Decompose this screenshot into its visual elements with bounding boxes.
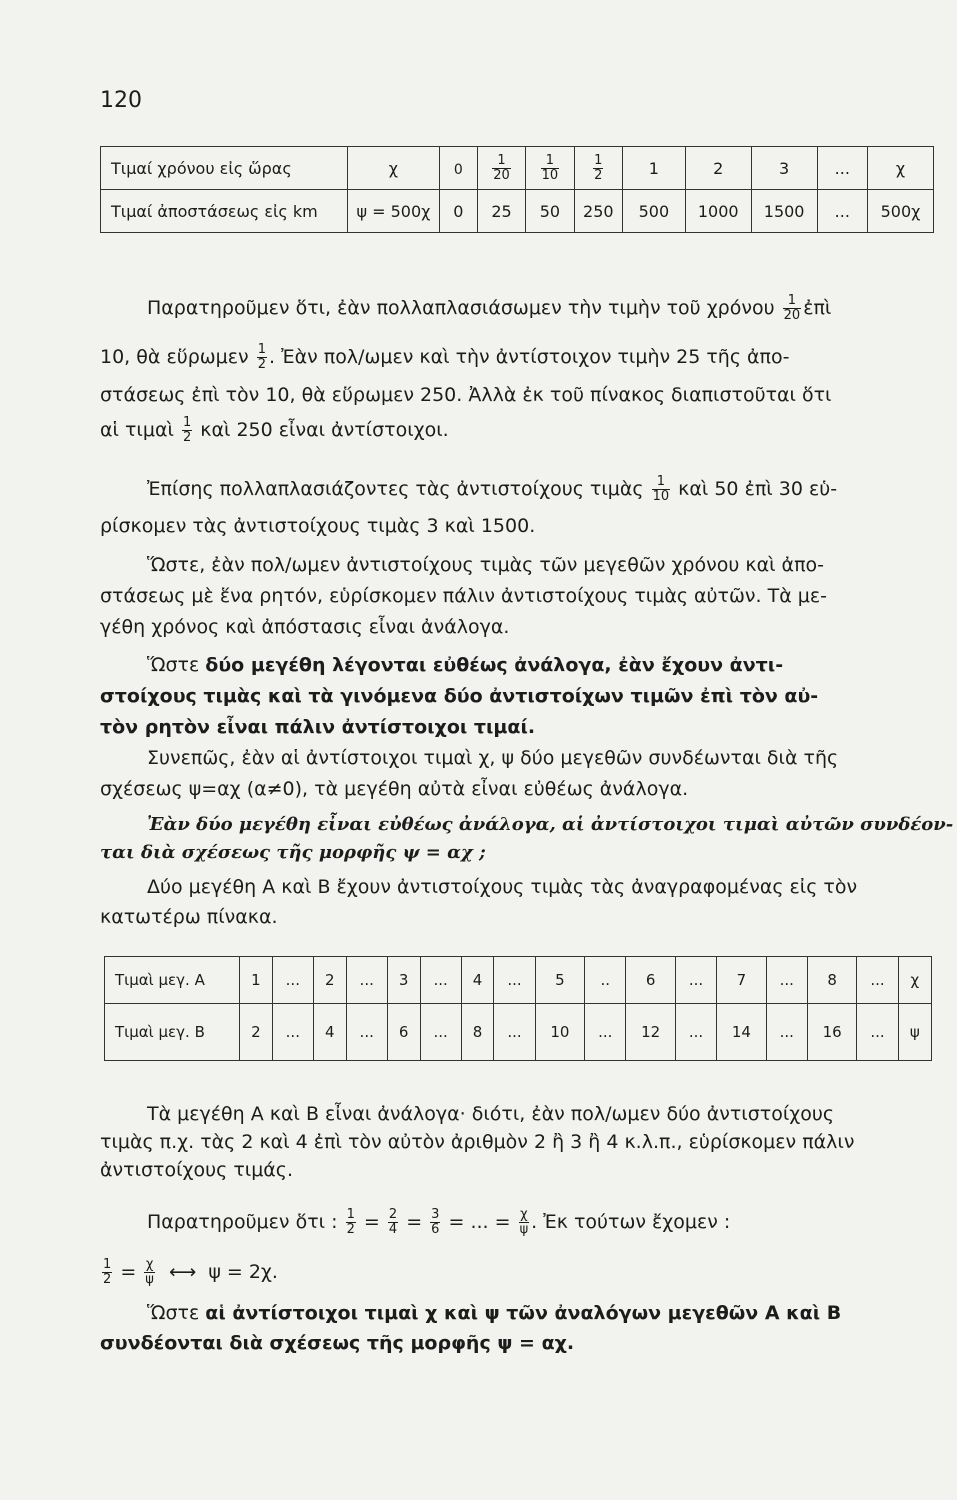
- table-cell: 6: [626, 957, 676, 1004]
- table-cell: 1000: [685, 190, 751, 233]
- table-cell: ...: [675, 957, 716, 1004]
- table-cell: 8: [461, 1004, 494, 1061]
- table-cell: ψ = 500χ: [348, 190, 440, 233]
- table-cell: ...: [585, 1004, 626, 1061]
- fraction: $\frac{1}{20}$: [783, 293, 801, 323]
- table-cell: χ: [898, 957, 931, 1004]
- text-line: ρίσκομεν τὰς ἀντιστοίχους τιμὰς 3 καὶ 1500.: [100, 515, 536, 537]
- table-cell: ...: [272, 1004, 313, 1061]
- table-cell: ψ: [898, 1004, 931, 1061]
- table-cell: 2: [685, 147, 751, 190]
- page-number: 120: [100, 88, 142, 113]
- fraction: $\frac{1}{2}$: [182, 415, 192, 445]
- table-cell: 3: [751, 147, 817, 190]
- table-cell: χ: [868, 147, 934, 190]
- table-cell: 2: [313, 957, 346, 1004]
- table-cell: 0: [439, 147, 477, 190]
- table-cell: ...: [675, 1004, 716, 1061]
- text-line: Δύο μεγέθη Α καὶ Β ἔχουν ἀντιστοίχους τιμὰς τὰς ἀναγραφομένας εἰς τὸν: [147, 876, 858, 898]
- text-line: γέθη χρόνος καὶ ἀπόστασις εἶναι ἀνάλογα.: [100, 616, 510, 638]
- fraction: $\frac{3}{6}$: [431, 1207, 440, 1237]
- text-line: Ὥστε δύο μεγέθη λέγονται εὐθέως ἀνάλογα, ἐὰν ἔχουν ἀντι-: [147, 654, 784, 676]
- table-cell: 7: [717, 957, 767, 1004]
- table-cell: 8: [807, 957, 857, 1004]
- text-line: τιμὰς π.χ. τὰς 2 καὶ 4 ἐπὶ τὸν αὐτὸν ἀριθμὸν 2 ἢ 3 ἢ 4 κ.λ.π., εὑρίσκομεν πάλιν: [100, 1131, 855, 1153]
- table-cell: 6: [387, 1004, 420, 1061]
- table-cell: 1: [623, 147, 686, 190]
- table-row-label: Τιμαί χρόνου εἰς ὥρας: [101, 147, 348, 190]
- fraction: $\frac{2}{4}$: [388, 1207, 398, 1237]
- fraction: $\frac{1}{2}$: [103, 1257, 112, 1287]
- table-cell: ...: [766, 1004, 807, 1061]
- table-row-label: Τιμαὶ μεγ. Α: [105, 957, 240, 1004]
- time-distance-table: [100, 146, 934, 233]
- table-cell: 3: [387, 957, 420, 1004]
- text-line: 10, θὰ εὕρωμεν $\frac{1}{2}$ . Ἐὰν πολ/ωμεν καὶ τὴν ἀντίστοιχον τιμὴν 25 τῆς ἀπο-: [100, 342, 790, 372]
- table-cell: 4: [461, 957, 494, 1004]
- table-cell: 500: [623, 190, 686, 233]
- table-row-label: Τιμαὶ μεγ. Β: [105, 1004, 240, 1061]
- table-row: [101, 147, 934, 190]
- table-cell: $\frac{1}{10}$: [526, 147, 574, 190]
- table-cell: ...: [857, 957, 898, 1004]
- fraction: $\frac{1}{10}$: [652, 474, 670, 504]
- table-cell: χ: [348, 147, 440, 190]
- table-cell: ...: [346, 957, 387, 1004]
- table-cell: $\frac{1}{2}$: [574, 147, 622, 190]
- table-cell: ...: [346, 1004, 387, 1061]
- table-cell: ...: [817, 147, 867, 190]
- table-cell: ..: [585, 957, 626, 1004]
- text-line: Ἐπίσης πολλαπλασιάζοντες τὰς ἀντιστοίχους τιμὰς $\frac{1}{10}$ καὶ 50 ἐπὶ 30 εὑ-: [147, 474, 838, 504]
- text-line: Παρατηροῦμεν ὅτι, ἐὰν πολλαπλασιάσωμεν τὴν τιμὴν τοῦ χρόνου $\frac{1}{20}$ ἐπὶ: [147, 293, 832, 323]
- text-line: Παρατηροῦμεν ὅτι : $\frac{1}{2}$ = $\frac{2}{4}$ = $\frac{3}{6}$ = ... = $\frac{\chi}{\psi}$ . Ἐκ τούτων ἔχομεν :: [147, 1207, 731, 1237]
- text-line: $\frac{1}{2}$ = $\frac{\chi}{\psi}$ ⟷ ψ = 2χ.: [103, 1257, 278, 1287]
- text-line: τὸν ρητὸν εἶναι πάλιν ἀντίστοιχοι τιμαί.: [100, 716, 536, 738]
- double-arrow-icon: ⟷: [168, 1261, 197, 1283]
- table-cell: 2: [240, 1004, 273, 1061]
- table-cell: 50: [526, 190, 574, 233]
- table-row: [101, 190, 934, 233]
- text-line: συνδέονται διὰ σχέσεως τῆς μορφῆς ψ = αχ.: [100, 1332, 575, 1354]
- table-cell: 5: [535, 957, 585, 1004]
- table-row: [105, 1004, 932, 1061]
- table-cell: 500χ: [868, 190, 934, 233]
- table-cell: 1500: [751, 190, 817, 233]
- table-cell: 1: [240, 957, 273, 1004]
- text-line: αἱ τιμαὶ $\frac{1}{2}$ καὶ 250 εἶναι ἀντίστοιχοι.: [100, 415, 449, 445]
- table-cell: ...: [857, 1004, 898, 1061]
- text-line: στάσεως μὲ ἕνα ρητόν, εὑρίσκομεν πάλιν ἀντιστοίχους τιμὰς αὐτῶν. Τὰ με-: [100, 585, 827, 607]
- table-row-label: Τιμαί ἀποστάσεως εἰς km: [101, 190, 348, 233]
- text-line: στοίχους τιμὰς καὶ τὰ γινόμενα δύο ἀντιστοίχων τιμῶν ἐπὶ τὸν αὐ-: [100, 685, 819, 707]
- table-cell: ...: [766, 957, 807, 1004]
- text-line: σχέσεως ψ=αχ (α≠0), τὰ μεγέθη αὐτὰ εἶναι εὐθέως ἀνάλογα.: [100, 778, 689, 800]
- quantities-table: [104, 956, 932, 1061]
- table-cell: 25: [477, 190, 525, 233]
- table-cell: $\frac{1}{20}$: [477, 147, 525, 190]
- fraction: $\frac{1}{2}$: [257, 342, 266, 372]
- text-line: Συνεπῶς, ἐὰν αἱ ἀντίστοιχοι τιμαὶ χ, ψ δύο μεγεθῶν συνδέωνται διὰ τῆς: [147, 747, 839, 769]
- table-row: [105, 957, 932, 1004]
- table-cell: 250: [574, 190, 622, 233]
- table-cell: 4: [313, 1004, 346, 1061]
- table-cell: 16: [807, 1004, 857, 1061]
- text-line: Τὰ μεγέθη Α καὶ Β εἶναι ἀνάλογα· διότι, ἐὰν πολ/ωμεν δύο ἀντιστοίχους: [147, 1103, 835, 1125]
- text-line: στάσεως ἐπὶ τὸν 10, θὰ εὕρωμεν 250. Ἀλλὰ ἐκ τοῦ πίνακος διαπιστοῦται ὅτι: [100, 384, 832, 406]
- fraction: $\frac{\chi}{\psi}$: [145, 1257, 154, 1287]
- table-cell: ...: [817, 190, 867, 233]
- text-line: ται διὰ σχέσεως τῆς μορφῆς ψ = αχ ;: [100, 842, 486, 863]
- table-cell: ...: [272, 957, 313, 1004]
- fraction: $\frac{1}{2}$: [346, 1207, 355, 1237]
- table-cell: ...: [494, 1004, 535, 1061]
- fraction: $\frac{\chi}{\psi}$: [519, 1207, 529, 1237]
- text-line: Ἐὰν δύο μεγέθη εἶναι εὐθέως ἀνάλογα, αἱ ἀντίστοιχοι τιμαὶ αὐτῶν συνδέον-: [147, 814, 954, 835]
- table-cell: 0: [439, 190, 477, 233]
- text-line: ἀντιστοίχους τιμάς.: [100, 1159, 293, 1181]
- table-cell: ...: [494, 957, 535, 1004]
- table-cell: 10: [535, 1004, 585, 1061]
- text-line: Ὥστε αἱ ἀντίστοιχοι τιμαὶ χ καὶ ψ τῶν ἀναλόγων μεγεθῶν Α καὶ Β: [147, 1302, 842, 1324]
- table-cell: ...: [420, 957, 461, 1004]
- table-cell: 14: [717, 1004, 767, 1061]
- table-cell: ...: [420, 1004, 461, 1061]
- table-cell: 12: [626, 1004, 676, 1061]
- text-line: κατωτέρω πίνακα.: [100, 906, 278, 928]
- text-line: Ὥστε, ἐὰν πολ/ωμεν ἀντιστοίχους τιμὰς τῶν μεγεθῶν χρόνου καὶ ἀπο-: [147, 554, 825, 576]
